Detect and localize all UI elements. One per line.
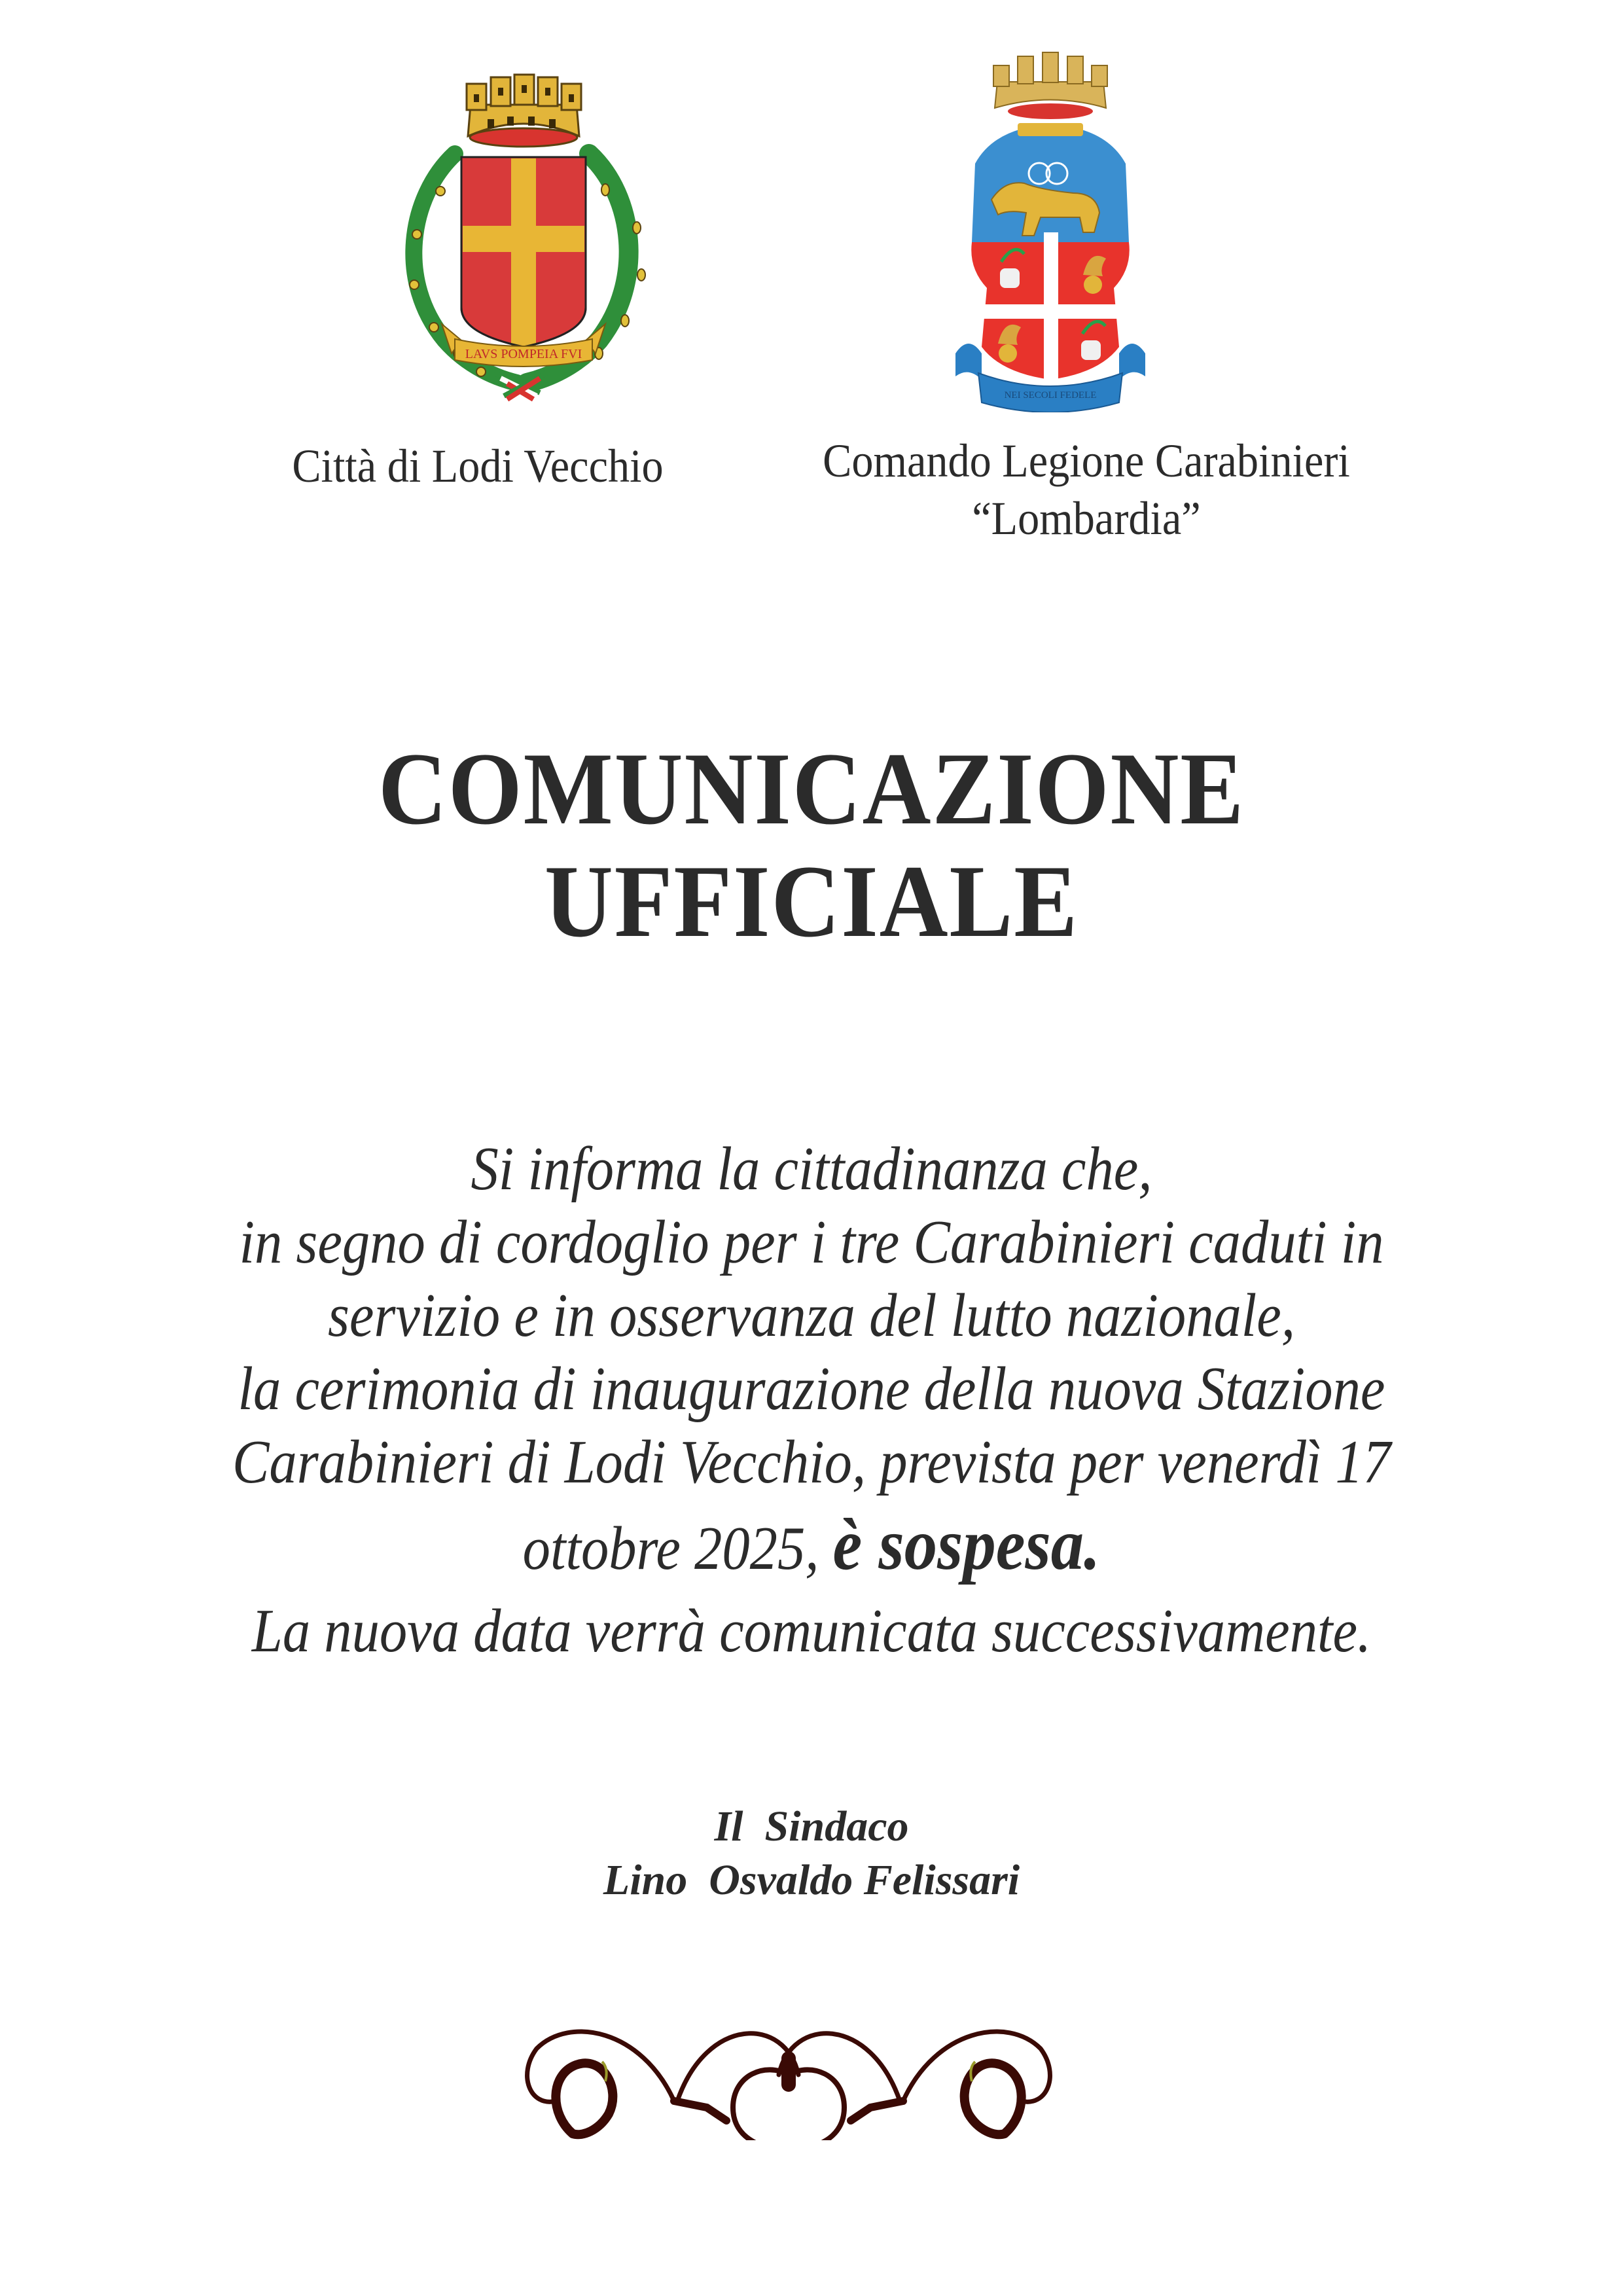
caption-carab-line2: “Lombardia” [972,492,1201,545]
title-line2: UFFICIALE [544,844,1079,959]
body-line: la cerimonia di inaugurazione della nuova Stazione [238,1355,1385,1423]
body-line: La nuova data verrà comunicata successivamente. [251,1597,1372,1665]
shield-cross-icon [461,157,586,347]
page-title [0,733,1623,958]
lodi-motto: LAVS POMPEIA FVI [465,347,582,361]
suspended-emphasis: è sospesa. [832,1504,1101,1585]
title-line1: COMUNICAZIONE [378,732,1245,846]
carabinieri-caption [785,432,1387,547]
caption-carab-line1: Comando Legione Carabinieri [823,435,1350,487]
signature-name: Lino Osvaldo Felissari [603,1856,1020,1904]
body-line-suspended [169,1499,1454,1594]
signature-role: Il Sindaco [714,1803,909,1850]
lodi-vecchio-coat-of-arms-icon [383,65,658,406]
decorative-scroll-ornament-icon [510,2003,1067,2140]
body-line: Si informa la cittadinanza che, [471,1135,1152,1203]
carabinieri-coat-of-arms-icon [942,46,1158,412]
signature-block [0,1800,1623,1907]
turreted-crown-icon [993,52,1107,119]
carabinieri-shield-icon [971,123,1130,380]
body-line: Carabinieri di Lodi Vecchio, prevista per venerdì 17 [232,1428,1391,1496]
body-line6-prefix: ottobre 2025, [522,1515,833,1583]
body-line: in segno di cordoglio per i tre Carabinieri caduti in [239,1208,1384,1276]
caption-lodi-text: Città di Lodi Vecchio [292,440,664,492]
mural-crown-icon [467,75,581,147]
announcement-body [98,1132,1525,1668]
body-line: servizio e in osservanza del lutto nazionale, [327,1282,1296,1350]
carabinieri-motto: NEI SECOLI FEDELE [1004,390,1097,401]
lodi-vecchio-caption [267,437,688,495]
